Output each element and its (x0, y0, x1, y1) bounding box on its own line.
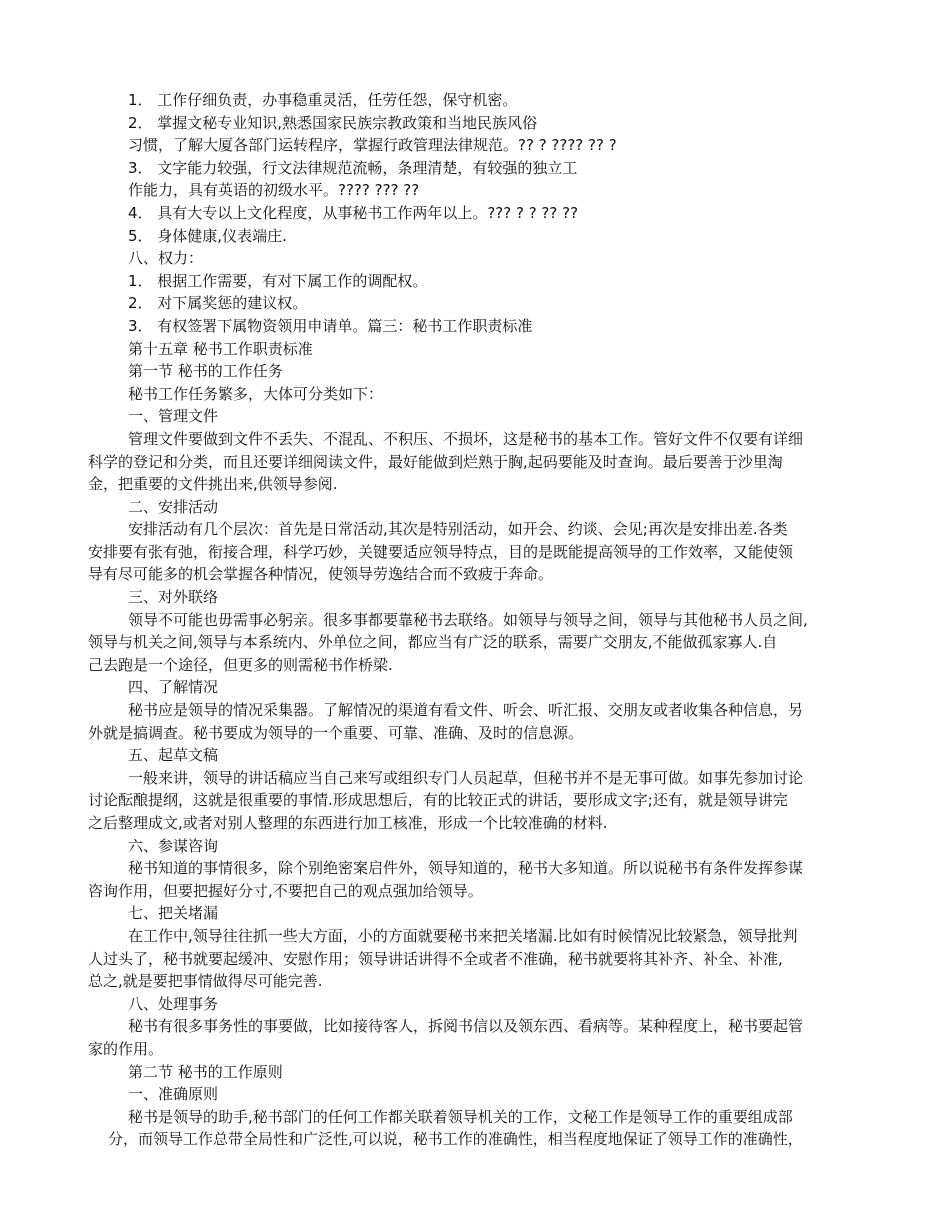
text-line: 作能力，具有英语的初级水平。???? ??? ?? (128, 181, 420, 200)
text-line: 八、处理事务 (128, 994, 219, 1013)
document-body (88, 89, 868, 1151)
text-line: 二、安排活动 (128, 497, 219, 516)
text-line: 一般来讲，领导的讲话稿应当自己来写或组织专门人员起草，但秘书并不是无事可做。如事先参加讨论 (128, 768, 804, 787)
text-line: 六、参谋咨询 (128, 836, 219, 855)
text-line: 领导与机关之间,领导与本系统内、外单位之间，都应当有广泛的联系，需要广交朋友,不能做孤家寡人.自 (88, 633, 778, 652)
text-line: 三、对外联络 (128, 588, 219, 607)
text-line: 安排要有张有弛，衔接合理，科学巧妙，关键要适应领导特点，目的是既能提高领导的工作效率，又能使领 (88, 542, 794, 561)
text-line: 总之,就是要把事情做得尽可能完善. (88, 972, 323, 991)
text-line: 3． 文字能力较强，行文法律规范流畅，条理清楚，有较强的独立工 (128, 158, 578, 177)
text-line: 家的作用。 (88, 1039, 164, 1058)
text-line: 外就是搞调查。秘书要成为领导的一个重要、可靠、准确、及时的信息源。 (88, 723, 584, 742)
text-line: 导有尽可能多的机会掌握各种情况，使领导劳逸结合而不致疲于奔命。 (88, 565, 554, 584)
text-line: 讨论酝酿提纲，这就是很重要的事情.形成思想后，有的比较正式的讲话，要形成文字;还有，就是领导讲完 (88, 791, 788, 810)
text-line: 第一节 秘书的工作任务 (128, 362, 283, 381)
text-line: 4． 具有大专以上文化程度，从事秘书工作两年以上。??? ? ? ?? ?? (128, 203, 579, 222)
text-line: 第二节 秘书的工作原则 (128, 1062, 283, 1081)
text-line: 分，而领导工作总带全局性和广泛性,可以说，秘书工作的准确性，相当程度地保证了领导工作的准确性， (108, 1130, 803, 1149)
text-line: 管理文件要做到文件不丢失、不混乱、不积压、不损坏，这是秘书的基本工作。管好文件不仅要有详细 (128, 429, 804, 448)
text-line: 秘书是领导的助手,秘书部门的任何工作都关联着领导机关的工作，文秘工作是领导工作的重要组成部 (128, 1107, 793, 1126)
text-line: 2． 掌握文秘专业知识,熟悉国家民族宗教政策和当地民族风俗 (128, 113, 538, 132)
text-line: 习惯，了解大厦各部门运转程序，掌握行政管理法律规范。?? ? ???? ?? ? (128, 136, 617, 155)
text-line: 金，把重要的文件挑出来,供领导参阅. (88, 475, 338, 494)
text-line: 2． 对下属奖惩的建议权。 (128, 294, 308, 313)
text-line: 五、起草文稿 (128, 746, 219, 765)
text-line: 3． 有权签署下属物资领用申请单。篇三：秘书工作职责标准 (128, 316, 533, 335)
text-line: 秘书有很多事务性的事要做，比如接待客人，拆阅书信以及领东西、看病等。某种程度上，秘书要起管 (128, 1017, 804, 1036)
text-line: 一、管理文件 (128, 407, 219, 426)
text-line: 科学的登记和分类，而且还要详细阅读文件，最好能做到烂熟于胸,起码要能及时查询。最后要善于沙里淘 (88, 452, 783, 471)
text-line: 一、准确原则 (128, 1085, 219, 1104)
text-line: 秘书知道的事情很多，除个别绝密案启件外，领导知道的，秘书大多知道。所以说秘书有条件发挥参谋 (128, 859, 804, 878)
text-line: 己去跑是一个途径，但更多的则需秘书作桥梁. (88, 655, 393, 674)
text-line: 第十五章 秘书工作职责标准 (128, 339, 313, 358)
text-line: 秘书工作任务繁多，大体可分类如下： (128, 384, 384, 403)
text-line: 秘书应是领导的情况采集器。了解情况的渠道有看文件、听会、听汇报、交朋友或者收集各种信息，另 (128, 701, 804, 720)
text-line: 四、了解情况 (128, 678, 219, 697)
text-line: 咨询作用，但要把握好分寸,不要把自己的观点强加给领导。 (88, 881, 483, 900)
text-line: 八、权力： (128, 249, 204, 268)
text-line: 领导不可能也毋需事必躬亲。很多事都要靠秘书去联络。如领导与领导之间，领导与其他秘书人员之间, (128, 610, 808, 629)
text-line: 安排活动有几个层次：首先是日常活动,其次是特别活动，如开会、约谈、会见;再次是安排出差.各类 (128, 520, 788, 539)
text-line: 在工作中,领导往往抓一些大方面，小的方面就要秘书来把关堵漏.比如有时候情况比较紧急，领导批判 (128, 926, 798, 945)
text-line: 之后整理成文,或者对别人整理的东西进行加工核准，形成一个比较准确的材料. (88, 814, 608, 832)
text-line: 七、把关堵漏 (128, 904, 219, 923)
text-line: 1． 工作仔细负责，办事稳重灵活，任劳任怨，保守机密。 (128, 91, 518, 109)
text-line: 1． 根据工作需要，有对下属工作的调配权。 (128, 271, 428, 290)
text-line: 5． 身体健康,仪表端庄. (128, 226, 287, 245)
text-line: 人过头了，秘书就要起缓冲、安慰作用；领导讲话讲得不全或者不准确，秘书就要将其补齐、补全、补准, (88, 949, 783, 968)
